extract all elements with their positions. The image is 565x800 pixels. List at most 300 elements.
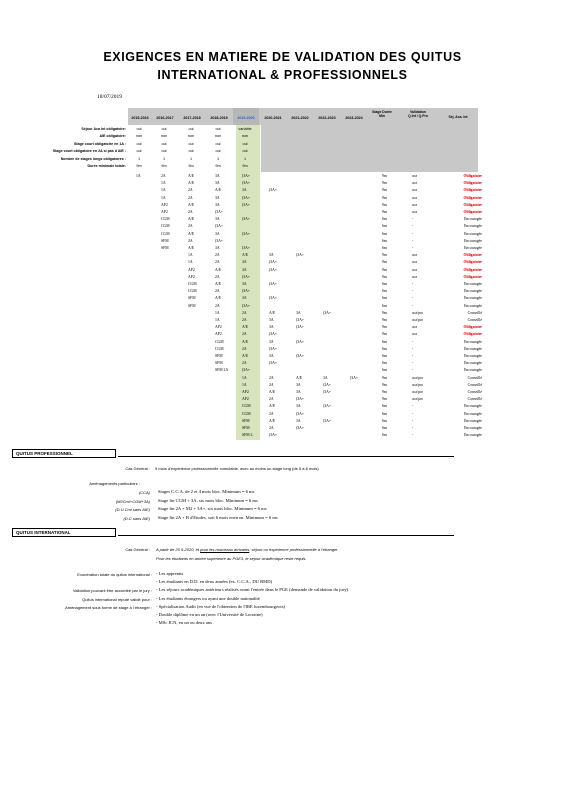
top-row-value: 1 <box>162 156 166 161</box>
row-sejour: Encouragée <box>464 296 482 301</box>
row-sejour: Encouragée <box>464 346 482 351</box>
row-validation: - <box>412 303 414 308</box>
top-row-value: 9m <box>188 164 194 168</box>
row-cell: (3A+ <box>296 253 305 258</box>
row-cell: CGM <box>161 224 170 229</box>
row-cell: (3A+ <box>269 361 278 366</box>
document-date: 18/07/2019 <box>97 94 123 100</box>
row-sejour: Conseillé <box>467 375 482 380</box>
pro-item-label: (D.U.Cml sans AIE) <box>115 507 150 512</box>
row-cell: 3A <box>323 375 328 380</box>
header-year: 2016-2017 <box>156 116 174 120</box>
intl-heading: QUITUS INTERNATIONAL <box>12 528 116 537</box>
row-sejour: Encouragée <box>464 361 482 366</box>
intl-cas-text: A partir de 20 9-2020, et pour les nouveaux arrivants, séjour ou expérience professionnelle à l'étranger <box>156 547 338 552</box>
row-sejour: Obligatoire <box>463 267 482 272</box>
row-cell: (3A+ <box>323 418 332 423</box>
row-cell: A/E <box>215 296 222 301</box>
row-cell: (3A+ <box>296 354 305 358</box>
row-stage: 9m <box>382 325 387 330</box>
row-cell: 2A <box>269 375 274 380</box>
row-validation: aca <box>412 195 418 200</box>
row-sejour: Conseillé <box>467 390 482 394</box>
row-cell: AP2 <box>215 325 222 330</box>
row-cell: AP2 <box>161 210 168 214</box>
top-row-value: 1 <box>189 156 193 161</box>
row-sejour: Obligatoire <box>463 181 482 186</box>
row-cell: 1A <box>188 260 193 265</box>
row-sejour: Encouragée <box>464 433 482 438</box>
top-row-value: non <box>241 134 249 139</box>
row-cell: SFM <box>161 246 169 250</box>
row-cell: (3A+ <box>296 318 305 322</box>
pro-item-text: Stage fin CGM + 3A, six mois bloc. Minimum = 6 ms <box>158 497 258 503</box>
row-cell: (3A+ <box>242 195 251 200</box>
row-sejour: Encouragée <box>464 368 482 373</box>
row-sejour: Obligatoire <box>463 325 482 330</box>
row-cell: 3A <box>296 418 301 423</box>
row-cell: 3A <box>269 339 274 344</box>
row-sejour: Obligatoire <box>463 260 482 265</box>
row-cell: A/E <box>188 246 195 250</box>
row-sejour: Conseillé <box>467 310 482 315</box>
row-cell: AP2 <box>188 274 195 279</box>
row-cell: A/E <box>242 354 249 358</box>
row-stage: 6m <box>382 246 387 250</box>
row-cell: A/E <box>242 325 249 330</box>
intl-row-text: - Les étudiants étrangers ou ayant une double nationalité <box>156 595 260 601</box>
row-sejour: Obligatoire <box>463 253 482 258</box>
row-validation: aca/pro <box>412 310 424 315</box>
row-stage: 9m <box>382 332 387 337</box>
row-stage: 9m <box>382 310 387 315</box>
row-cell: 2A <box>242 318 247 322</box>
top-row-label: Stage court obligatoire en 2A si pas d AIE : <box>52 149 126 154</box>
row-stage: 9m <box>382 267 387 272</box>
row-stage: 6m <box>382 404 387 409</box>
row-cell: 2A <box>269 397 274 402</box>
row-cell: (3A+ <box>269 188 278 193</box>
row-cell: CGM <box>188 289 197 294</box>
header-year: 2015-2016 <box>131 116 149 120</box>
row-cell: (3A+ <box>296 325 305 330</box>
top-row-value: non <box>214 134 222 139</box>
row-validation: aca <box>412 181 418 186</box>
row-sejour: Obligatoire <box>463 174 482 178</box>
row-validation: aca <box>412 174 418 178</box>
row-stage: 6m <box>382 346 387 351</box>
row-stage: 6m <box>382 224 387 229</box>
row-cell: (3A+ <box>350 375 359 380</box>
row-cell: 3A <box>215 174 220 178</box>
row-sejour: Conseillé <box>467 397 482 402</box>
row-validation: aca/pro <box>412 390 424 394</box>
intl-row-label: Validation pouvant être accordée par le jury : <box>72 588 152 594</box>
top-row-value: oui <box>188 127 194 131</box>
row-cell: (3A+ <box>323 310 332 315</box>
row-validation: - <box>412 426 414 430</box>
header-stage: Stage Durée Min <box>372 110 392 118</box>
top-row-value: oui <box>215 149 221 154</box>
row-sejour: Encouragée <box>464 411 482 416</box>
row-cell: 3A <box>242 282 247 286</box>
top-row-value: oui <box>188 141 194 146</box>
row-cell: 3A <box>269 253 274 258</box>
top-row-value: variable <box>238 127 252 131</box>
row-cell: A/E <box>188 217 195 222</box>
row-validation: - <box>412 411 414 416</box>
row-cell: 3A <box>296 390 301 394</box>
row-cell: SFM <box>242 418 250 423</box>
row-validation: - <box>412 339 414 344</box>
row-stage: 9m <box>382 382 387 387</box>
top-row-value: non <box>187 134 195 139</box>
row-validation: aca <box>412 188 418 193</box>
row-stage: 6m <box>382 231 387 236</box>
row-cell: SFM 2. <box>242 433 254 438</box>
row-sejour: Encouragée <box>464 246 482 250</box>
pro-heading: QUITUS PROFESSIONNEL <box>12 449 116 458</box>
row-validation: - <box>412 296 414 301</box>
row-cell: 1A <box>136 174 141 178</box>
row-sejour: Encouragée <box>464 217 482 222</box>
pro-item-text: Stage fin 2A + M2 + 3A+, six mois bloc. Minimum = 6 ms <box>158 506 267 511</box>
row-cell: 3A <box>242 267 247 272</box>
intl-cas-text-2: Pour les étudiants en année supérieure au PGE3, le séjour académique reste requis. <box>156 556 307 561</box>
top-row-value: non <box>160 134 168 139</box>
top-row-value: oui <box>136 127 142 131</box>
row-cell: 2A <box>188 210 193 214</box>
top-row-value: oui <box>161 127 167 131</box>
row-cell: (3A+ <box>296 397 305 402</box>
row-cell: A/E <box>188 202 195 207</box>
top-row-value: oui <box>161 149 167 154</box>
intl-row-text: - MSc ICN, en un ou deux ans <box>156 620 212 626</box>
row-stage: 6m <box>382 368 387 373</box>
row-cell: 1A <box>188 253 193 258</box>
row-cell: (3A+ <box>269 282 278 286</box>
header-year: 2017-2018 <box>183 116 201 120</box>
row-validation: - <box>412 289 414 294</box>
row-cell: CGM <box>161 217 170 222</box>
row-stage: 9m <box>382 181 387 186</box>
row-cell: A/E <box>188 231 195 236</box>
row-cell: (3A+ <box>269 296 278 301</box>
pro-heading-line <box>118 456 454 457</box>
row-stage: 6m <box>382 361 387 366</box>
top-row-label: Durée minimale totale: <box>87 164 126 168</box>
row-stage: 9m <box>382 318 387 322</box>
row-sejour: Encouragée <box>464 339 482 344</box>
row-sejour: Encouragée <box>464 404 482 409</box>
row-cell: SFM <box>242 426 250 430</box>
row-sejour: Conseillé <box>467 318 482 322</box>
row-sejour: Obligatoire <box>463 274 482 279</box>
row-cell: (3A+ <box>269 332 278 337</box>
row-cell: (3A+ <box>242 246 251 250</box>
intl-row-label: Exonération totale du quitus international : <box>77 572 152 577</box>
row-cell: (3A+ <box>242 202 251 207</box>
row-cell: (3A+ <box>296 426 305 430</box>
pro-item-text: Stages C.C.A. de 2 et 4 mois bloc. Minimum = 6 ms <box>158 489 255 494</box>
row-cell: 2A <box>215 303 220 308</box>
top-row-label: AIE obligatoire: <box>99 134 126 139</box>
intl-row-text: - Les étudiants en D.D. en deux années (ex. C.C.A., DU BMD) <box>156 579 273 585</box>
pro-item-label: (CCA) <box>138 490 150 495</box>
top-row-value: oui <box>188 149 194 154</box>
row-cell: (3A+ <box>242 231 251 236</box>
title-line-1: EXIGENCES EN MATIERE DE VALIDATION DES QUITUS <box>103 50 462 64</box>
row-stage: 6m <box>382 433 387 438</box>
row-cell: (3A+ <box>242 217 251 222</box>
header-year: 2019-2020 <box>237 116 255 120</box>
top-row-value: 9m <box>215 164 221 168</box>
row-sejour: Encouragée <box>464 418 482 423</box>
intl-row-label: Quitus international réputé validé pour : <box>82 596 152 602</box>
row-validation: aca <box>412 210 418 214</box>
top-row-value: 9m <box>161 164 167 168</box>
row-cell: A/E <box>188 174 195 178</box>
row-cell: 2A <box>215 260 220 265</box>
row-cell: (3A+ <box>296 339 305 344</box>
row-validation: - <box>412 433 414 438</box>
row-sejour: Conseillé <box>467 382 482 387</box>
row-sejour: Encouragée <box>464 224 482 229</box>
row-cell: A/E <box>242 339 249 344</box>
row-validation: - <box>412 217 414 222</box>
row-cell: (3A+ <box>242 274 251 279</box>
row-cell: 2A <box>242 332 247 337</box>
row-cell: 3A <box>242 296 247 301</box>
row-stage: 6m <box>382 426 387 430</box>
title-line-2: INTERNATIONAL & PROFESSIONNELS <box>157 68 408 82</box>
pro-item-label: (D.C sans AIE) <box>123 515 150 521</box>
row-validation: - <box>412 368 414 373</box>
row-cell: 1A <box>215 310 220 315</box>
row-validation: aca <box>412 325 418 330</box>
row-cell: (3A+ <box>296 411 305 416</box>
row-cell: 2A <box>242 361 247 366</box>
intl-row-label: Aménagement sous forme de stage à l étranger : <box>65 604 152 610</box>
header-year: 2022-2023 <box>318 116 336 120</box>
row-cell: CGM <box>161 231 170 236</box>
row-cell: AP2 <box>161 202 168 207</box>
row-cell: 1A <box>215 318 220 322</box>
top-row-value: 9m <box>242 164 248 168</box>
row-cell: 2A <box>161 174 166 178</box>
row-validation: - <box>412 282 414 286</box>
top-row-label: Séjour Aca Int obligatoire: <box>81 127 126 131</box>
row-validation: aca/pro <box>412 318 424 322</box>
row-stage: 6m <box>382 418 387 423</box>
row-cell: A/E <box>269 310 276 315</box>
row-cell: SFM <box>161 238 169 243</box>
row-cell: 1A <box>161 181 166 186</box>
row-cell: (3A+ <box>269 433 278 438</box>
row-validation: - <box>412 224 414 229</box>
row-sejour: Obligatoire <box>463 202 482 207</box>
intl-row-text: - Double diplôme en un an (avec l'Université de Lorraine) <box>156 612 263 617</box>
row-sejour: Obligatoire <box>463 210 482 214</box>
row-validation: aca <box>412 332 418 337</box>
row-cell: 2A <box>269 426 274 430</box>
row-cell: (3A+ <box>242 303 251 308</box>
row-stage: 6m <box>382 238 387 243</box>
pro-cas-label: Cas Général : <box>125 466 150 471</box>
row-cell: (3A+ <box>242 174 251 178</box>
row-sejour: Encouragée <box>464 282 482 286</box>
row-sejour: Encouragée <box>464 303 482 308</box>
row-stage: 9m <box>382 174 387 178</box>
row-cell: (3A+ <box>242 289 251 294</box>
row-stage: 9m <box>382 390 387 394</box>
pro-item-text: Stage fin 2A + B d'Etudes, soit 6 mois environ. Minimum = 6 ms <box>158 514 278 520</box>
row-validation: - <box>412 246 414 250</box>
row-stage: 9m <box>382 260 387 265</box>
intl-heading-line <box>118 535 454 536</box>
row-cell: 3A <box>296 404 301 409</box>
row-stage: 6m <box>382 289 387 294</box>
row-cell: 3A <box>269 318 274 322</box>
row-stage: 6m <box>382 411 387 416</box>
row-stage: 9m <box>382 253 387 258</box>
row-validation: - <box>412 354 414 358</box>
row-cell: 1A <box>242 375 247 380</box>
row-cell: 2A <box>188 195 193 200</box>
row-stage: 6m <box>382 282 387 286</box>
header-validation: Validation Q.Int / Q.Pro <box>408 110 428 118</box>
row-stage: 6m <box>382 296 387 301</box>
row-cell: 3A <box>269 325 274 330</box>
row-cell: A/E <box>242 253 249 258</box>
row-cell: 2A <box>242 310 247 315</box>
row-cell: (3A+ <box>323 382 332 387</box>
row-stage: 9m <box>382 202 387 207</box>
row-cell: 3A <box>296 382 301 387</box>
row-cell: A/E <box>215 267 222 272</box>
row-cell: 3A <box>215 246 220 250</box>
row-sejour: Encouragée <box>464 238 482 243</box>
row-cell: AP2 <box>242 390 249 394</box>
row-stage: 9m <box>382 274 387 279</box>
row-cell: (3A+ <box>242 181 251 186</box>
row-cell: 2A <box>242 346 247 351</box>
row-validation: aca <box>412 267 418 272</box>
row-stage: 9m <box>382 195 387 200</box>
row-cell: 3A <box>215 202 220 207</box>
row-validation: aca <box>412 253 418 258</box>
row-cell: 3A <box>296 310 301 315</box>
row-cell: SFM <box>188 296 196 301</box>
row-validation: - <box>412 231 414 236</box>
intl-row-text: - Les apprentis <box>156 571 184 576</box>
top-row-label: Stage court obligatoire en 1A : <box>74 141 126 146</box>
row-sejour: Encouragée <box>464 231 482 236</box>
top-row-value: oui <box>136 141 142 146</box>
row-cell: 2A <box>188 238 193 243</box>
row-cell: A/E <box>215 282 222 286</box>
row-stage: 9m <box>382 397 387 402</box>
header-year: 2018-2019 <box>210 116 228 120</box>
row-validation: - <box>412 346 414 351</box>
row-cell: A/E <box>269 404 276 409</box>
row-cell: SFM <box>215 354 223 358</box>
row-validation: - <box>412 361 414 366</box>
row-sejour: Encouragée <box>464 426 482 430</box>
row-validation: - <box>412 418 414 423</box>
top-row-value: non <box>135 134 143 139</box>
header-sejour: Séj. Aca. Int <box>448 115 468 119</box>
row-stage: 6m <box>382 303 387 308</box>
row-cell: AP2 <box>242 397 249 402</box>
row-cell: (3A+ <box>242 368 251 373</box>
row-sejour: Obligatoire <box>463 332 482 337</box>
row-cell: SFM <box>215 361 223 366</box>
top-row-value: oui <box>215 127 221 131</box>
row-cell: (3A+ <box>215 224 224 229</box>
row-cell: 3A <box>242 188 247 193</box>
row-stage: 9m <box>382 210 387 214</box>
row-cell: 2A <box>215 253 220 258</box>
row-cell: SFM 2A <box>215 368 229 373</box>
row-cell: CGM <box>215 339 224 344</box>
row-cell: (3A+ <box>323 390 332 394</box>
top-row-value: 9m <box>136 164 142 168</box>
row-cell: (3A+ <box>215 210 224 214</box>
header-year: 2023-2024 <box>345 116 363 120</box>
row-cell: 2A <box>269 411 274 416</box>
row-cell: 2A <box>269 382 274 387</box>
row-validation: - <box>412 238 414 243</box>
row-cell: SFM <box>188 303 196 308</box>
row-cell: CGM <box>215 346 224 351</box>
row-cell: 3A <box>215 181 220 186</box>
top-row-value: oui <box>136 149 142 154</box>
row-validation: aca/pro <box>412 375 424 380</box>
row-cell: 1A <box>161 188 166 193</box>
row-cell: (3A+ <box>269 346 278 351</box>
row-cell: 3A <box>269 354 274 358</box>
pro-amen-label: Aménagements particuliers : <box>89 481 140 486</box>
row-cell: 2A <box>215 289 220 294</box>
row-sejour: Encouragée <box>464 289 482 294</box>
row-cell: AP2 <box>215 332 222 337</box>
intl-cas-label: Cas Général : <box>125 547 150 552</box>
header-year: 2020-2021 <box>264 116 282 120</box>
pro-item-label: (M2Cml+CGM+3A) <box>115 498 150 504</box>
row-cell: 3A <box>215 231 220 236</box>
row-cell: CGM <box>242 404 251 409</box>
intl-row-text: - Spécialisation Audit (en vue de l'obtention de l'IRE luxembourgeois) <box>156 603 286 609</box>
row-cell: 3A <box>215 217 220 222</box>
row-cell: (3A+ <box>215 238 224 243</box>
row-stage: 6m <box>382 217 387 222</box>
row-cell: A/E <box>296 375 303 380</box>
row-cell: CGM <box>242 411 251 416</box>
row-cell: CGM <box>188 282 197 286</box>
row-validation: - <box>412 404 414 409</box>
row-cell: 3A <box>215 195 220 200</box>
header-year: 2021-2022 <box>291 116 309 120</box>
row-cell: 3A <box>242 260 247 265</box>
row-cell: A/E <box>215 188 222 193</box>
row-stage: 6m <box>382 354 387 358</box>
row-validation: aca/pro <box>412 382 424 387</box>
row-cell: (3A+ <box>323 404 332 409</box>
row-cell: AP2 <box>188 267 195 272</box>
row-validation: aca/pro <box>412 397 424 402</box>
row-sejour: Obligatoire <box>463 195 482 200</box>
